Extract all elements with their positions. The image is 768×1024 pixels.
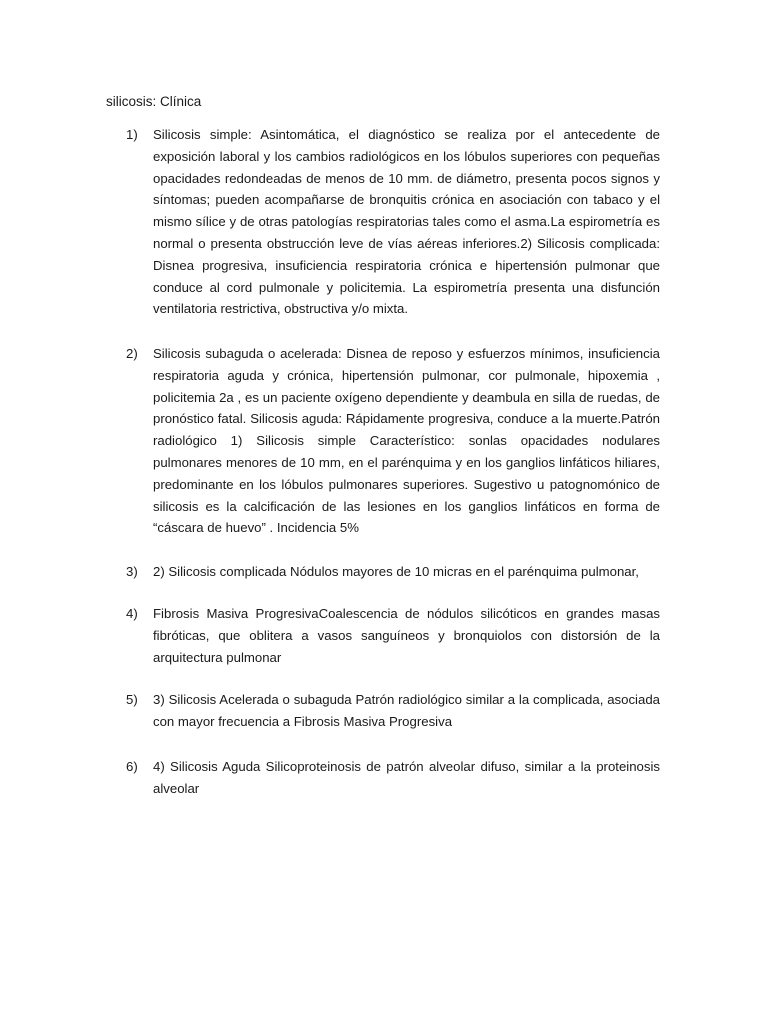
list-item-text: 4) Silicosis Aguda Silicoproteinosis de patrón alveolar difuso, similar a la proteinosis alveolar	[153, 759, 660, 796]
list-item-text: Fibrosis Masiva ProgresivaCoalescencia de nódulos silicóticos en grandes masas fibróticas, que oblitera a vasos sanguíneos y bronquiolos con distorsión de la arquitectura pulmonar	[153, 606, 660, 665]
list-item-number: 5)	[126, 692, 138, 707]
list-item-number: 1)	[126, 127, 138, 142]
list-item	[126, 124, 660, 320]
list-item	[126, 689, 660, 733]
list-item-number: 2)	[126, 346, 138, 361]
list-item-number: 6)	[126, 759, 138, 774]
list-item-text: Silicosis simple: Asintomática, el diagnóstico se realiza por el antecedente de exposición laboral y los cambios radiológicos en los lóbulos superiores con pequeñas opacidades redondeadas de menos de 10 mm. de diámetro, presenta pocos signos y síntomas; pueden acompañarse de bronquitis crónica en asociación con tabaco y el mismo sílice y de otras patologías respiratorias tales como el asma.La espirometría es normal o presenta obstrucción leve de vías aéreas inferiores.2) Silicosis complicada: Disnea progresiva, insuficiencia respiratoria crónica e hipertensión pulmonar que conduce al cord pulmonale y policitemia. La espirometría presenta una disfunción ventilatoria restrictiva, obstructiva y/o mixta.	[153, 127, 660, 317]
list-item	[126, 603, 660, 668]
list-item-text: 2) Silicosis complicada Nódulos mayores de 10 micras en el parénquima pulmonar,	[153, 564, 639, 579]
list-item-number: 3)	[126, 564, 138, 579]
list-item-text: 3) Silicosis Acelerada o subaguda Patrón radiológico similar a la complicada, asociada con mayor frecuencia a Fibrosis Masiva Progresiva	[153, 692, 660, 729]
list-item-text: Silicosis subaguda o acelerada: Disnea de reposo y esfuerzos mínimos, insuficiencia respiratoria aguda y crónica, hipertensión pulmonar, cor pulmonale, hipoxemia , policitemia 2a , es un paciente oxígeno dependiente y deambula en silla de ruedas, de pronóstico fatal. Silicosis aguda: Rápidamente progresiva, conduce a la muerte.Patrón radiológico 1) Silicosis simple Característico: sonlas opacidades nodulares pulmonares menores de 10 mm, en el parénquima y en los ganglios linfáticos hiliares, predominante en los lóbulos pulmonares superiores. Sugestivo u patognomónico de silicosis es la calcificación de las lesiones en los ganglios linfáticos en forma de “cáscara de huevo” . Incidencia 5%	[153, 346, 660, 536]
document-title: silicosis: Clínica	[106, 94, 202, 109]
list-item	[126, 343, 660, 539]
list-item	[126, 561, 660, 583]
list-item-number: 4)	[126, 606, 138, 621]
list-item	[126, 756, 660, 800]
